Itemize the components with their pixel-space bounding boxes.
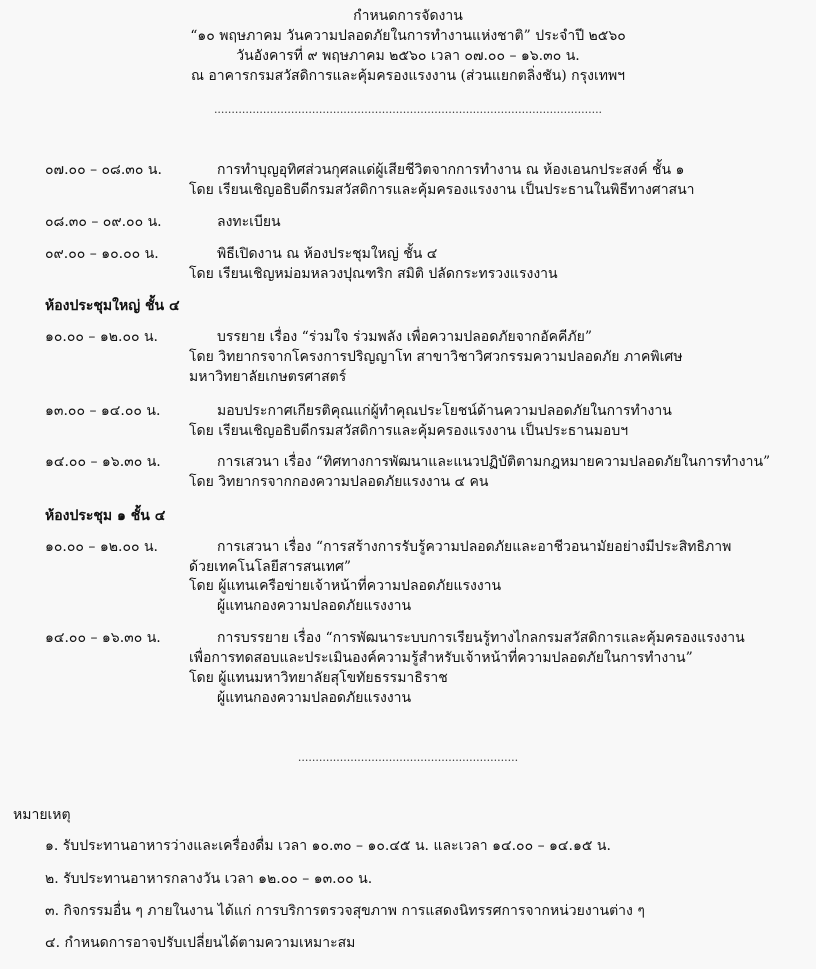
schedule-time: ๑๐.๐๐ – ๑๒.๐๐ น. [45, 329, 158, 345]
schedule-activity: การบรรยาย เรื่อง “การพัฒนาระบบการเรียนรู้ทางไกลกรมสวัสดิการและคุ้มครองแรงงาน [217, 630, 745, 646]
schedule-time: ๐๗.๐๐ – ๐๘.๓๐ น. [45, 162, 162, 178]
section-heading: ห้องประชุมใหญ่ ชั้น ๔ [45, 298, 180, 314]
schedule-detail: ผู้แทนกองความปลอดภัยแรงงาน [217, 598, 412, 614]
schedule-activity: มอบประกาศเกียรติคุณแก่ผู้ทำคุณประโยชน์ด้านความปลอดภัยในการทำงาน [217, 403, 672, 419]
schedule-activity: การทำบุญอุทิศส่วนกุศลแด่ผู้เสียชีวิตจากการทำงาน ณ ห้องเอนกประสงค์ ชั้น ๑ [217, 162, 685, 178]
section-heading: ห้องประชุม ๑ ชั้น ๔ [45, 508, 166, 524]
schedule-activity: บรรยาย เรื่อง “ร่วมใจ ร่วมพลัง เพื่อความปลอดภัยจากอัคคีภัย” [217, 329, 593, 345]
note-item: ๑. รับประทานอาหารว่างและเครื่องดื่ม เวลา ๑๐.๓๐ – ๑๐.๔๕ น. และเวลา ๑๔.๐๐ – ๑๔.๑๕ น. [45, 838, 611, 854]
schedule-detail: โดย เรียนเชิญอธิบดีกรมสวัสดิการและคุ้มครองแรงงาน เป็นประธานในพิธีทางศาสนา [189, 182, 695, 198]
schedule-time: ๑๓.๐๐ – ๑๔.๐๐ น. [45, 403, 161, 419]
schedule-activity: ลงทะเบียน [217, 214, 281, 230]
schedule-activity-continued: เพื่อการทดสอบและประเมินองค์ความรู้สำหรับเจ้าหน้าที่ความปลอดภัยในการทำงาน” [189, 650, 693, 666]
schedule-activity: การเสวนา เรื่อง “ทิศทางการพัฒนาและแนวปฏิบัติตามกฎหมายความปลอดภัยในการทำงาน” [217, 454, 771, 470]
header-title: กำหนดการจัดงาน [353, 8, 463, 24]
notes-title: หมายเหตุ [13, 807, 71, 823]
schedule-detail: โดย วิทยากรจากโครงการปริญญาโท สาขาวิชาวิศวกรรมความปลอดภัย ภาคพิเศษ [189, 349, 683, 365]
schedule-activity: พิธีเปิดงาน ณ ห้องประชุมใหญ่ ชั้น ๔ [217, 246, 438, 262]
schedule-time: ๑๔.๐๐ – ๑๖.๓๐ น. [45, 454, 161, 470]
schedule-activity-continued: ด้วยเทคโนโลยีสารสนเทศ” [189, 559, 352, 575]
schedule-detail: โดย ผู้แทนมหาวิทยาลัยสุโขทัยธรรมาธิราช [189, 670, 448, 686]
note-item: ๒. รับประทานอาหารกลางวัน เวลา ๑๒.๐๐ – ๑๓.๐๐ น. [45, 871, 373, 887]
document-header [0, 6, 816, 86]
schedule-detail: มหาวิทยาลัยเกษตรศาสตร์ [189, 369, 347, 385]
schedule-detail: ผู้แทนกองความปลอดภัยแรงงาน [217, 690, 412, 706]
schedule-activity: การเสวนา เรื่อง “การสร้างการรับรู้ความปลอดภัยและอาชีวอนามัยอย่างมีประสิทธิภาพ [217, 539, 732, 555]
schedule-time: ๐๘.๓๐ – ๐๙.๐๐ น. [45, 214, 162, 230]
schedule-time: ๐๙.๐๐ – ๑๐.๐๐ น. [45, 246, 159, 262]
note-item: ๔. กำหนดการอาจปรับเปลี่ยนได้ตามความเหมาะสม [45, 935, 356, 951]
footer-separator: ............................................................... [297, 752, 519, 764]
schedule-detail: โดย ผู้แทนเครือข่ายเจ้าหน้าที่ความปลอดภัยแรงงาน [189, 578, 502, 594]
schedule-detail: โดย วิทยากรจากกองความปลอดภัยแรงงาน ๔ คน [189, 474, 489, 490]
schedule-detail: โดย เรียนเชิญอธิบดีกรมสวัสดิการและคุ้มครองแรงงาน เป็นประธานมอบฯ [189, 423, 629, 439]
schedule-detail: โดย เรียนเชิญหม่อมหลวงปุณฑริก สมิติ ปลัดกระทรวงแรงงาน [189, 266, 558, 282]
header-separator: ............................................................................................................... [213, 104, 603, 116]
event-date: วันอังคารที่ ๙ พฤษภาคม ๒๕๖๐ เวลา ๐๗.๐๐ – ๑๖.๓๐ น. [236, 48, 580, 64]
schedule-time: ๑๐.๐๐ – ๑๒.๐๐ น. [45, 539, 158, 555]
event-venue: ณ อาคารกรมสวัสดิการและคุ้มครองแรงงาน (ส่วนแยกตลิ่งชัน) กรุงเทพฯ [190, 68, 626, 84]
note-item: ๓. กิจกรรมอื่น ๆ ภายในงาน ได้แก่ การบริการตรวจสุขภาพ การแสดงนิทรรศการจากหน่วยงานต่าง ๆ [45, 903, 645, 919]
event-name: “๑๐ พฤษภาคม วันความปลอดภัยในการทำงานแห่งชาติ” ประจำปี ๒๕๖๐ [190, 28, 626, 44]
schedule-time: ๑๔.๐๐ – ๑๖.๓๐ น. [45, 630, 161, 646]
